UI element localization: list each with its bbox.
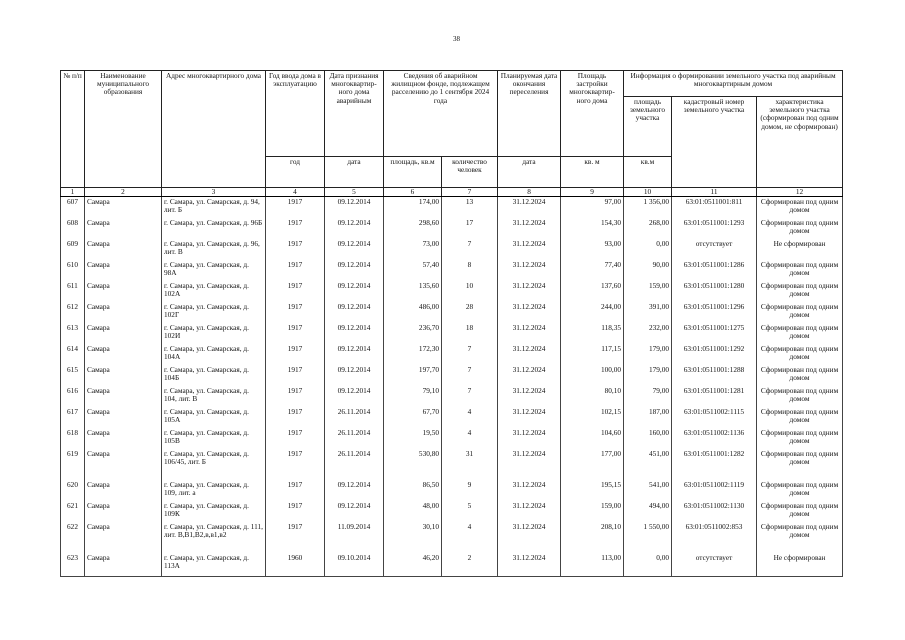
- header-municipality: Наименование муниципального образования: [85, 71, 162, 188]
- cell-year: 1917: [266, 428, 325, 449]
- cell-municipality: Самара: [85, 407, 162, 428]
- cell-people: 7: [442, 365, 498, 386]
- unit-date: дата: [325, 157, 384, 188]
- cell-area: 46,20: [384, 553, 442, 577]
- cell-year: 1917: [266, 344, 325, 365]
- header-address: Адрес многоквартирного дома: [162, 71, 266, 188]
- cell-municipality: Самара: [85, 365, 162, 386]
- cell-municipality: Самара: [85, 480, 162, 501]
- cell-end-date: 31.12.2024: [498, 480, 561, 501]
- unit-people: количество человек: [442, 157, 498, 188]
- cell-municipality: Самара: [85, 449, 162, 480]
- header-cadastral: кадастровый номер земельного участка: [672, 97, 757, 188]
- col-num: 11: [672, 188, 757, 197]
- cell-date: 26.11.2014: [325, 428, 384, 449]
- unit-year: год: [266, 157, 325, 188]
- cell-num: 613: [61, 323, 85, 344]
- cell-date: 09.12.2014: [325, 365, 384, 386]
- cell-address: г. Самара, ул. Самарская, д. 104Б: [162, 365, 266, 386]
- cell-characteristic: Сформирован под одним домом: [757, 365, 843, 386]
- cell-people: 4: [442, 428, 498, 449]
- cell-cadastral: 63:01:0511001:1293: [672, 218, 757, 239]
- cell-characteristic: Сформирован под одним домом: [757, 281, 843, 302]
- cell-building-area: 195,15: [561, 480, 624, 501]
- col-num: 2: [85, 188, 162, 197]
- table-row: [61, 260, 843, 281]
- cell-land-area: 159,00: [624, 281, 672, 302]
- cell-cadastral: 63:01:0511002:853: [672, 522, 757, 553]
- cell-land-area: 232,00: [624, 323, 672, 344]
- cell-municipality: Самара: [85, 428, 162, 449]
- cell-end-date: 31.12.2024: [498, 281, 561, 302]
- cell-land-area: 451,00: [624, 449, 672, 480]
- cell-end-date: 31.12.2024: [498, 239, 561, 260]
- header-planned-end: Планируемая дата окончания переселения: [498, 71, 561, 157]
- cell-end-date: 31.12.2024: [498, 501, 561, 522]
- header-num: № п/п: [61, 71, 85, 188]
- cell-characteristic: Сформирован под одним домом: [757, 197, 843, 218]
- cell-people: 13: [442, 197, 498, 218]
- cell-area: 174,00: [384, 197, 442, 218]
- cell-building-area: 102,15: [561, 407, 624, 428]
- cell-date: 09.12.2014: [325, 197, 384, 218]
- cell-year: 1917: [266, 239, 325, 260]
- cell-land-area: 0,00: [624, 239, 672, 260]
- table-row: [61, 553, 843, 577]
- cell-area: 19,50: [384, 428, 442, 449]
- cell-address: г. Самара, ул. Самарская, д. 104, лит. В: [162, 386, 266, 407]
- cell-date: 09.12.2014: [325, 501, 384, 522]
- cell-year: 1917: [266, 386, 325, 407]
- cell-address: г. Самара, ул. Самарская, д. 109К: [162, 501, 266, 522]
- cell-building-area: 137,60: [561, 281, 624, 302]
- cell-people: 18: [442, 323, 498, 344]
- cell-date: 09.12.2014: [325, 218, 384, 239]
- cell-num: 612: [61, 302, 85, 323]
- cell-building-area: 159,00: [561, 501, 624, 522]
- cell-end-date: 31.12.2024: [498, 407, 561, 428]
- table-row: [61, 449, 843, 480]
- col-num: 5: [325, 188, 384, 197]
- table-row: [61, 428, 843, 449]
- cell-people: 2: [442, 553, 498, 577]
- cell-people: 5: [442, 501, 498, 522]
- cell-characteristic: Не сформирован: [757, 239, 843, 260]
- cell-end-date: 31.12.2024: [498, 323, 561, 344]
- cell-cadastral: 63:01:0511001:1281: [672, 386, 757, 407]
- cell-cadastral: 63:01:0511001:1280: [672, 281, 757, 302]
- cell-date: 09.12.2014: [325, 281, 384, 302]
- table-row: [61, 323, 843, 344]
- cell-end-date: 31.12.2024: [498, 522, 561, 553]
- cell-land-area: 90,00: [624, 260, 672, 281]
- col-num: 3: [162, 188, 266, 197]
- cell-area: 67,70: [384, 407, 442, 428]
- cell-characteristic: Сформирован под одним домом: [757, 386, 843, 407]
- col-num: 4: [266, 188, 325, 197]
- cell-municipality: Самара: [85, 260, 162, 281]
- header-land-area: площадь земельного участка: [624, 97, 672, 157]
- cell-year: 1917: [266, 218, 325, 239]
- cell-date: 09.12.2014: [325, 480, 384, 501]
- cell-date: 09.12.2014: [325, 323, 384, 344]
- cell-address: г. Самара, ул. Самарская, д. 104А: [162, 344, 266, 365]
- cell-building-area: 80,10: [561, 386, 624, 407]
- cell-characteristic: Сформирован под одним домом: [757, 428, 843, 449]
- cell-land-area: 0,00: [624, 553, 672, 577]
- cell-num: 614: [61, 344, 85, 365]
- header-land-info: Информация о формировании земельного участка под аварийным многоквартирным домом: [624, 71, 843, 97]
- cell-address: г. Самара, ул. Самарская, д. 113А: [162, 553, 266, 577]
- cell-characteristic: Сформирован под одним домом: [757, 323, 843, 344]
- cell-land-area: 1 356,00: [624, 197, 672, 218]
- cell-building-area: 104,60: [561, 428, 624, 449]
- cell-cadastral: 63:01:0511002:1130: [672, 501, 757, 522]
- cell-date: 09.10.2014: [325, 553, 384, 577]
- cell-date: 09.12.2014: [325, 239, 384, 260]
- cell-cadastral: 63:01:0511002:1115: [672, 407, 757, 428]
- cell-address: г. Самара, ул. Самарская, д. 98А: [162, 260, 266, 281]
- table-row: [61, 218, 843, 239]
- cell-municipality: Самара: [85, 197, 162, 218]
- cell-people: 17: [442, 218, 498, 239]
- cell-people: 4: [442, 522, 498, 553]
- cell-cadastral: отсутствует: [672, 553, 757, 577]
- cell-characteristic: Сформирован под одним домом: [757, 449, 843, 480]
- cell-date: 26.11.2014: [325, 449, 384, 480]
- cell-area: 48,00: [384, 501, 442, 522]
- cell-date: 11.09.2014: [325, 522, 384, 553]
- cell-land-area: 268,00: [624, 218, 672, 239]
- col-num: 6: [384, 188, 442, 197]
- cell-num: 619: [61, 449, 85, 480]
- cell-cadastral: 63:01:0511002:1119: [672, 480, 757, 501]
- cell-characteristic: Сформирован под одним домом: [757, 302, 843, 323]
- header-year: Год ввода дома в эксплуатацию: [266, 71, 325, 157]
- cell-year: 1917: [266, 522, 325, 553]
- cell-municipality: Самара: [85, 323, 162, 344]
- cell-address: г. Самара, ул. Самарская, д. 96, лит. В: [162, 239, 266, 260]
- cell-area: 172,30: [384, 344, 442, 365]
- table-row: [61, 501, 843, 522]
- cell-num: 620: [61, 480, 85, 501]
- table-row: [61, 344, 843, 365]
- cell-num: 609: [61, 239, 85, 260]
- cell-land-area: 494,00: [624, 501, 672, 522]
- cell-area: 73,00: [384, 239, 442, 260]
- cell-area: 486,00: [384, 302, 442, 323]
- header-characteristic: характеристика земельного участка (сформирован под одним домом, не сформирован): [757, 97, 843, 188]
- cell-date: 09.12.2014: [325, 302, 384, 323]
- unit-date2: дата: [498, 157, 561, 188]
- cell-land-area: 541,00: [624, 480, 672, 501]
- table-row: [61, 522, 843, 553]
- cell-year: 1917: [266, 197, 325, 218]
- cell-end-date: 31.12.2024: [498, 260, 561, 281]
- cell-municipality: Самара: [85, 302, 162, 323]
- cell-end-date: 31.12.2024: [498, 302, 561, 323]
- cell-municipality: Самара: [85, 344, 162, 365]
- cell-year: 1917: [266, 281, 325, 302]
- cell-building-area: 93,00: [561, 239, 624, 260]
- cell-people: 8: [442, 260, 498, 281]
- cell-people: 31: [442, 449, 498, 480]
- header-emergency-fund: Сведения об аварийном жилищном фонде, подлежащем расселению до 1 сентября 2024 года: [384, 71, 498, 157]
- cell-people: 7: [442, 239, 498, 260]
- cell-building-area: 177,00: [561, 449, 624, 480]
- cell-municipality: Самара: [85, 239, 162, 260]
- column-numbers-row: [61, 188, 843, 197]
- cell-cadastral: отсутствует: [672, 239, 757, 260]
- cell-area: 30,10: [384, 522, 442, 553]
- cell-address: г. Самара, ул. Самарская, д. 102Г: [162, 302, 266, 323]
- cell-year: 1917: [266, 260, 325, 281]
- table-row: [61, 302, 843, 323]
- cell-area: 57,40: [384, 260, 442, 281]
- header-recognition-date: Дата признания многоквартир-ного дома аварийным: [325, 71, 384, 157]
- unit-area: площадь, кв.м: [384, 157, 442, 188]
- cell-characteristic: Сформирован под одним домом: [757, 480, 843, 501]
- table-row: [61, 407, 843, 428]
- cell-municipality: Самара: [85, 218, 162, 239]
- table-row: [61, 480, 843, 501]
- cell-end-date: 31.12.2024: [498, 365, 561, 386]
- cell-building-area: 244,00: [561, 302, 624, 323]
- cell-characteristic: Сформирован под одним домом: [757, 344, 843, 365]
- cell-cadastral: 63:01:0511001:1286: [672, 260, 757, 281]
- table-row: [61, 386, 843, 407]
- cell-building-area: 113,00: [561, 553, 624, 577]
- cell-municipality: Самара: [85, 386, 162, 407]
- cell-num: 608: [61, 218, 85, 239]
- cell-num: 610: [61, 260, 85, 281]
- cell-building-area: 154,30: [561, 218, 624, 239]
- cell-year: 1917: [266, 302, 325, 323]
- col-num: 7: [442, 188, 498, 197]
- cell-land-area: 160,00: [624, 428, 672, 449]
- cell-characteristic: Сформирован под одним домом: [757, 407, 843, 428]
- cell-characteristic: Сформирован под одним домом: [757, 260, 843, 281]
- cell-characteristic: Не сформирован: [757, 553, 843, 577]
- cell-year: 1917: [266, 501, 325, 522]
- cell-year: 1917: [266, 449, 325, 480]
- cell-people: 7: [442, 344, 498, 365]
- cell-cadastral: 63:01:0511001:1288: [672, 365, 757, 386]
- cell-building-area: 208,10: [561, 522, 624, 553]
- col-num: 9: [561, 188, 624, 197]
- cell-building-area: 77,40: [561, 260, 624, 281]
- col-num: 12: [757, 188, 843, 197]
- cell-people: 4: [442, 407, 498, 428]
- cell-land-area: 391,00: [624, 302, 672, 323]
- cell-cadastral: 63:01:0511002:1136: [672, 428, 757, 449]
- cell-num: 621: [61, 501, 85, 522]
- cell-area: 135,60: [384, 281, 442, 302]
- cell-num: 617: [61, 407, 85, 428]
- cell-people: 10: [442, 281, 498, 302]
- cell-num: 616: [61, 386, 85, 407]
- cell-address: г. Самара, ул. Самарская, д. 109, лит. а: [162, 480, 266, 501]
- unit-sqm2: кв.м: [624, 157, 672, 188]
- cell-address: г. Самара, ул. Самарская, д. 102И: [162, 323, 266, 344]
- cell-address: г. Самара, ул. Самарская, д. 94, лит. Б: [162, 197, 266, 218]
- cell-num: 607: [61, 197, 85, 218]
- cell-area: 79,10: [384, 386, 442, 407]
- cell-date: 09.12.2014: [325, 260, 384, 281]
- cell-end-date: 31.12.2024: [498, 386, 561, 407]
- cell-characteristic: Сформирован под одним домом: [757, 218, 843, 239]
- cell-area: 197,70: [384, 365, 442, 386]
- cell-characteristic: Сформирован под одним домом: [757, 501, 843, 522]
- cell-municipality: Самара: [85, 501, 162, 522]
- cell-people: 9: [442, 480, 498, 501]
- cell-end-date: 31.12.2024: [498, 428, 561, 449]
- cell-area: 86,50: [384, 480, 442, 501]
- emergency-housing-table: [60, 70, 843, 577]
- cell-building-area: 97,00: [561, 197, 624, 218]
- cell-num: 611: [61, 281, 85, 302]
- table-row: [61, 197, 843, 218]
- cell-land-area: 79,00: [624, 386, 672, 407]
- table-header: [61, 71, 843, 197]
- table-row: [61, 365, 843, 386]
- cell-date: 09.12.2014: [325, 386, 384, 407]
- cell-cadastral: 63:01:0511001:1282: [672, 449, 757, 480]
- cell-date: 26.11.2014: [325, 407, 384, 428]
- cell-cadastral: 63:01:0511001:1292: [672, 344, 757, 365]
- cell-end-date: 31.12.2024: [498, 218, 561, 239]
- cell-num: 618: [61, 428, 85, 449]
- col-num: 1: [61, 188, 85, 197]
- cell-end-date: 31.12.2024: [498, 344, 561, 365]
- cell-year: 1917: [266, 407, 325, 428]
- cell-land-area: 179,00: [624, 344, 672, 365]
- cell-num: 615: [61, 365, 85, 386]
- cell-people: 7: [442, 386, 498, 407]
- cell-building-area: 117,15: [561, 344, 624, 365]
- col-num: 10: [624, 188, 672, 197]
- cell-num: 623: [61, 553, 85, 577]
- cell-area: 298,60: [384, 218, 442, 239]
- cell-address: г. Самара, ул. Самарская, д. 96Б: [162, 218, 266, 239]
- cell-people: 28: [442, 302, 498, 323]
- table-body: [61, 197, 843, 577]
- cell-municipality: Самара: [85, 553, 162, 577]
- cell-characteristic: Сформирован под одним домом: [757, 522, 843, 553]
- cell-address: г. Самара, ул. Самарская, д. 102А: [162, 281, 266, 302]
- cell-municipality: Самара: [85, 522, 162, 553]
- page-number: 38: [453, 35, 460, 43]
- cell-municipality: Самара: [85, 281, 162, 302]
- cell-address: г. Самара, ул. Самарская, д. 105В: [162, 428, 266, 449]
- cell-year: 1917: [266, 323, 325, 344]
- cell-num: 622: [61, 522, 85, 553]
- cell-cadastral: 63:01:0511001:1296: [672, 302, 757, 323]
- header-building-area: Площадь застройки многоквартир-ного дома: [561, 71, 624, 157]
- cell-year: 1917: [266, 480, 325, 501]
- cell-cadastral: 63:01:0511001:811: [672, 197, 757, 218]
- cell-land-area: 179,00: [624, 365, 672, 386]
- cell-address: г. Самара, ул. Самарская, д. 105А: [162, 407, 266, 428]
- cell-land-area: 187,00: [624, 407, 672, 428]
- cell-date: 09.12.2014: [325, 344, 384, 365]
- cell-building-area: 100,00: [561, 365, 624, 386]
- cell-year: 1917: [266, 365, 325, 386]
- cell-land-area: 1 550,00: [624, 522, 672, 553]
- cell-address: г. Самара, ул. Самарская, д. 111, лит. В,В1,В2,в,в1,в2: [162, 522, 266, 553]
- cell-address: г. Самара, ул. Самарская, д. 106/45, лит. Б: [162, 449, 266, 480]
- unit-sqm: кв. м: [561, 157, 624, 188]
- table-row: [61, 239, 843, 260]
- cell-end-date: 31.12.2024: [498, 553, 561, 577]
- cell-area: 236,70: [384, 323, 442, 344]
- cell-building-area: 118,35: [561, 323, 624, 344]
- cell-end-date: 31.12.2024: [498, 449, 561, 480]
- cell-year: 1960: [266, 553, 325, 577]
- cell-end-date: 31.12.2024: [498, 197, 561, 218]
- cell-cadastral: 63:01:0511001:1275: [672, 323, 757, 344]
- cell-area: 530,80: [384, 449, 442, 480]
- col-num: 8: [498, 188, 561, 197]
- table-row: [61, 281, 843, 302]
